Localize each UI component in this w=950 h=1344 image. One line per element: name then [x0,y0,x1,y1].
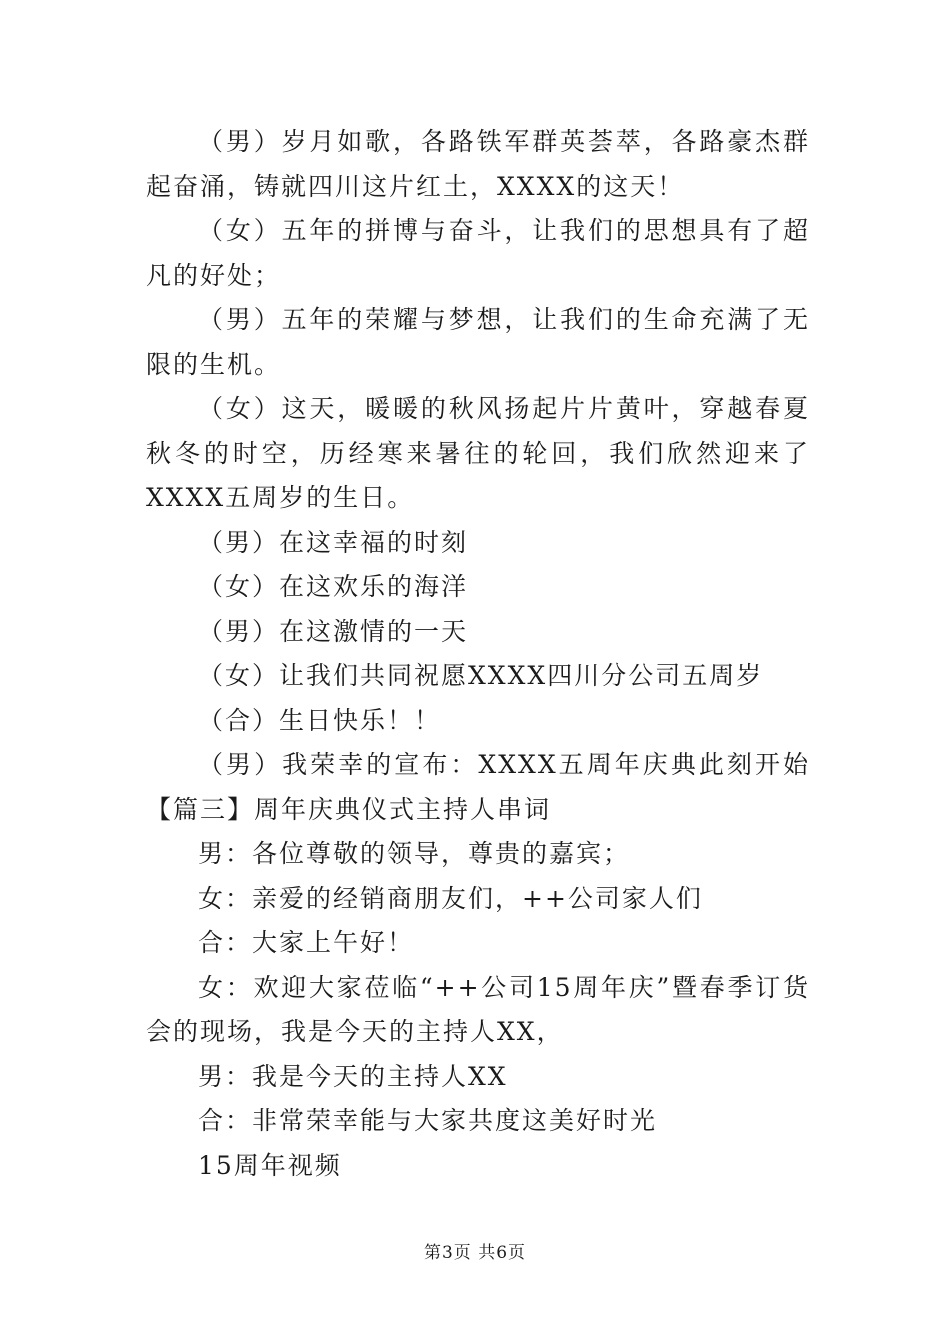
paragraph: 合：大家上午好！ [198,928,415,957]
document-body [146,120,810,1188]
paragraph: 女：亲爱的经销商朋友们，++公司家人们 [198,883,703,913]
paragraph: （女）让我们共同祝愿XXXX四川分公司五周岁 [198,661,764,690]
paragraph: （男）我荣幸的宣布：XXXX五周年庆典此刻开始【篇三】周年庆典仪式主持人串词 [146,750,810,824]
paragraph: （女）在这欢乐的海洋 [198,572,469,601]
page-number-footer: 第3页 共6页 [423,1243,527,1263]
paragraph: （合）生日快乐！！ [198,705,442,735]
paragraph: （男）五年的荣耀与梦想，让我们的生命充满了无限的生机。 [146,305,810,379]
paragraph: （女）五年的拼博与奋斗，让我们的思想具有了超凡的好处； [146,216,810,290]
paragraph: 合：非常荣幸能与大家共度这美好时光 [198,1106,658,1135]
paragraph: 15周年视频 [198,1150,342,1180]
paragraph: （男）岁月如歌，各路铁军群英荟萃，各路豪杰群起奋涌，铸就四川这片红土，XXXX的这天！ [146,127,810,201]
paragraph: （男）在这激情的一天 [198,616,469,646]
paragraph: 男：我是今天的主持人XX [198,1061,508,1091]
paragraph: （女）这天，暖暖的秋风扬起片片黄叶，穿越春夏秋冬的时空，历经寒来暑往的轮回，我们欣然迎来了XXXX五周岁的生日。 [146,394,810,512]
paragraph: （男）在这幸福的时刻 [198,527,469,557]
paragraph: 男：各位尊敬的领导，尊贵的嘉宾； [198,839,631,868]
paragraph: 女：欢迎大家莅临“++公司15周年庆”暨春季订货会的现场，我是今天的主持人XX， [146,972,810,1046]
